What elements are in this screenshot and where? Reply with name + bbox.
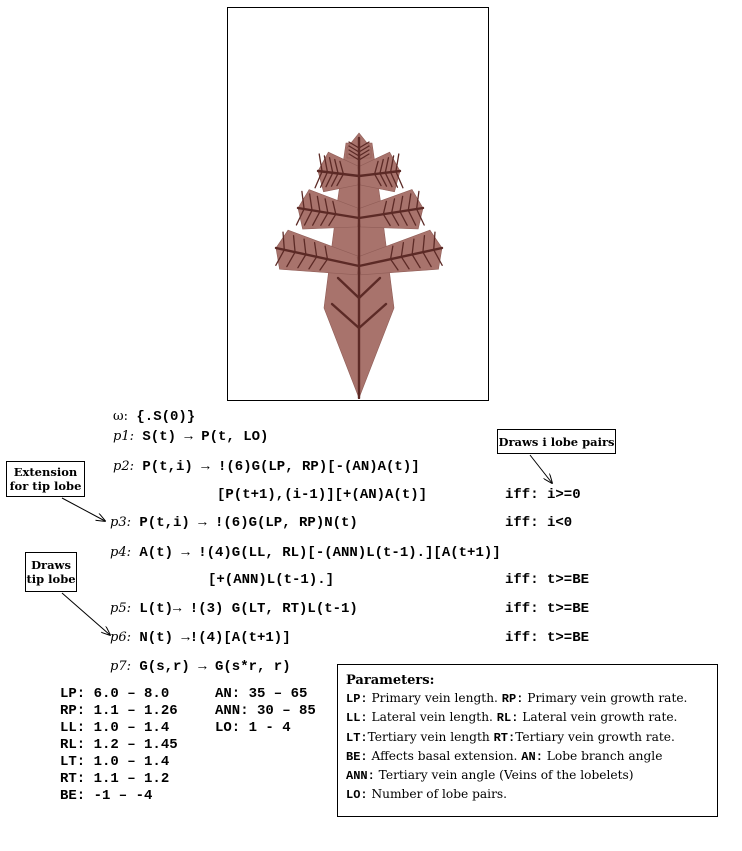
param-value-rp: RP: 1.1 – 1.26 — [60, 703, 178, 719]
param-desc-rt: Tertiary vein growth rate. — [515, 729, 675, 744]
param-value-rt: RT: 1.1 – 1.2 — [60, 771, 170, 787]
rule-omega-text: {.S(0)} — [127, 409, 196, 425]
param-desc-line — [346, 766, 709, 785]
param-desc-an: Lobe branch angle — [542, 748, 663, 763]
param-code-an: AN: — [521, 749, 543, 764]
rule-p3-label: p3: — [110, 515, 131, 530]
param-desc-ll: Lateral vein length. — [367, 710, 497, 725]
arrow-extension — [62, 498, 105, 521]
param-desc-line — [346, 747, 709, 766]
param-desc-lo: Number of lobe pairs. — [367, 787, 508, 802]
param-code-be: BE: — [346, 749, 368, 764]
rule-p6-label: p6: — [110, 630, 131, 645]
param-value-be: BE: -1 – -4 — [60, 788, 153, 804]
rule-p6-condition: iff: t>=BE — [505, 630, 590, 646]
param-desc-be: Affects basal extension. — [367, 748, 522, 763]
rule-p2-continuation: [P(t+1),(i-1)][+(AN)A(t)] — [217, 487, 428, 503]
rule-p7-label: p7: — [110, 659, 131, 674]
param-desc-lt: Tertiary vein length — [367, 729, 494, 744]
param-value-rl: RL: 1.2 – 1.45 — [60, 737, 178, 753]
param-desc-line — [346, 689, 709, 708]
param-value-lt: LT: 1.0 – 1.4 — [60, 754, 170, 770]
param-code-lp: LP: — [346, 692, 368, 706]
arrow-tip-lobe — [62, 593, 110, 635]
rule-p5-label: p5: — [110, 601, 131, 616]
note-draws-tip-lobe-text: Draws tip lobe — [26, 558, 76, 586]
param-desc-line — [346, 785, 709, 804]
param-code-rp: RP: — [501, 692, 524, 706]
param-value-ann: ANN: 30 – 85 — [215, 703, 316, 719]
param-desc-rp: Primary vein growth rate. — [523, 691, 688, 705]
param-desc-lp: Primary vein length. — [367, 691, 502, 705]
param-code-ll: LL: — [346, 711, 368, 726]
rule-p5-text: L(t)→ !(3) G(LT, RT)L(t-1) — [130, 601, 358, 617]
note-draws-lobe-pairs-text: Draws i lobe pairs — [498, 434, 615, 449]
parameters-title: Parameters: — [346, 673, 435, 688]
arrow-lobe-pairs — [530, 455, 552, 483]
param-value-ll: LL: 1.0 – 1.4 — [60, 720, 170, 736]
rule-p3-condition: iff: i<0 — [505, 515, 573, 531]
param-value-an: AN: 35 – 65 — [215, 686, 308, 702]
rule-p1-label: p1: — [113, 429, 134, 444]
rule-p4-text: A(t) → !(4)G(LL, RL)[-(ANN)L(t-1).][A(t+1)] — [130, 545, 501, 561]
rule-p1-text: S(t) → P(t, LO) — [133, 429, 269, 445]
rule-p3-text: P(t,i) → !(6)G(LP, RP)N(t) — [130, 515, 358, 531]
param-value-lo: LO: 1 - 4 — [215, 720, 291, 736]
param-code-rt: RT: — [493, 730, 516, 745]
rule-p4-condition: iff: t>=BE — [505, 572, 590, 588]
param-desc-ann: Tertiary vein angle (Veins of the lobelets) — [374, 768, 634, 783]
rule-p2-text: P(t,i) → !(6)G(LP, RP)[-(AN)A(t)] — [133, 459, 420, 475]
param-code-rl: RL: — [496, 711, 519, 726]
rule-p4-continuation: [+(ANN)L(t-1).] — [208, 572, 335, 588]
rule-p6-text: N(t) →!(4)[A(t+1)] — [130, 630, 291, 646]
param-desc-rl: Lateral vein growth rate. — [518, 710, 678, 725]
rule-p5-condition: iff: t>=BE — [505, 601, 590, 617]
rule-omega-label: ω: — [113, 409, 128, 424]
rule-p4-label: p4: — [110, 545, 131, 560]
rule-p7-text: G(s,r) → G(s*r, r) — [130, 659, 291, 675]
param-desc-line — [346, 728, 709, 747]
rule-p2-condition: iff: i>=0 — [505, 487, 581, 503]
param-desc-line — [346, 708, 709, 727]
param-value-lp: LP: 6.0 – 8.0 — [60, 686, 170, 702]
param-code-ann: ANN: — [346, 769, 375, 784]
param-code-lo: LO: — [346, 788, 368, 803]
param-code-lt: LT: — [346, 730, 368, 745]
parameters-legend-box — [337, 664, 718, 817]
rule-p2-label: p2: — [113, 459, 134, 474]
note-extension-tip-lobe-text: Extension for tip lobe — [9, 465, 82, 493]
